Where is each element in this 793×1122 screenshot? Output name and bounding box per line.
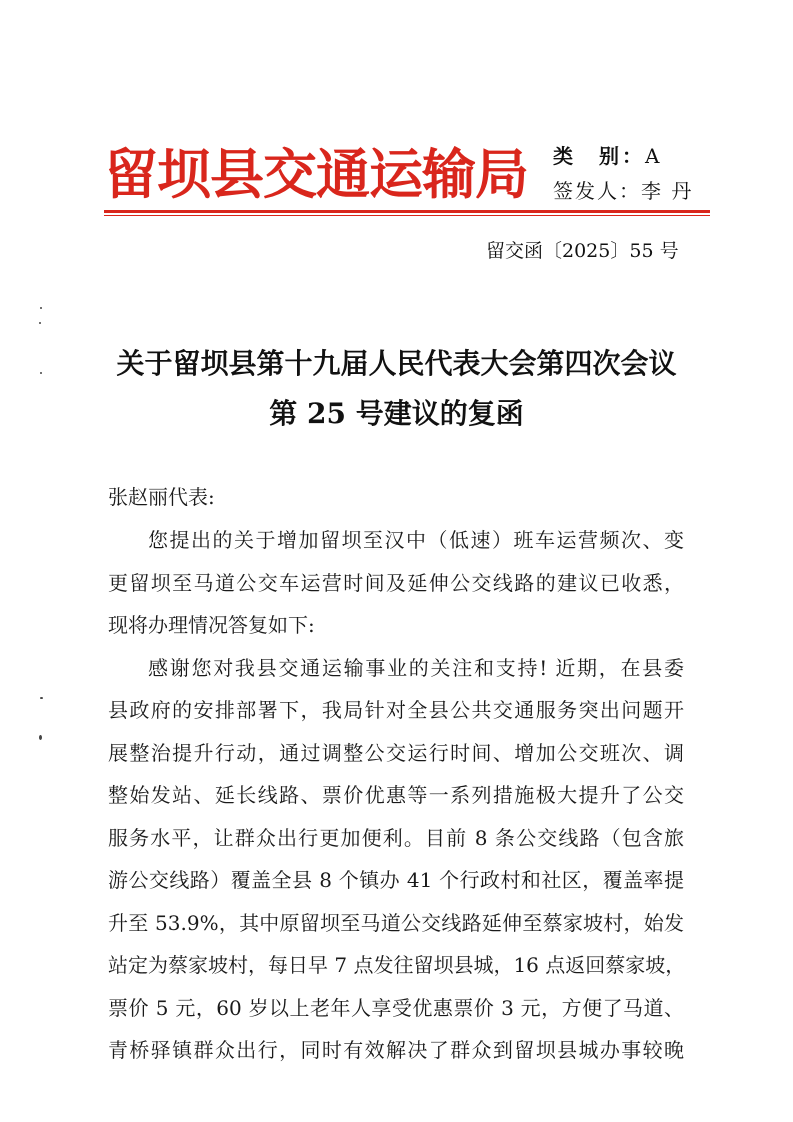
signer-value: 李 丹 [641, 179, 694, 203]
body-line: 展整治提升行动，通过调整公交运行时间、增加公交班次、调 [108, 741, 684, 765]
signer-label: 签发人： [553, 179, 641, 203]
body-line: 站定为蔡家坡村，每日早 7 点发往留坝县城，16 点返回蔡家坡， [108, 953, 686, 977]
body-line: 感谢您对我县交通运输事业的关注和支持! 近期，在县委 [148, 656, 684, 680]
body-line: 票价 5 元，60 岁以上老年人享受优惠票价 3 元，方便了马道、 [108, 996, 684, 1020]
category-label: 类 别： [553, 144, 645, 168]
body-line: 升至 53.9%，其中原留坝至马道公交线路延伸至蔡家坡村，始发 [108, 911, 684, 935]
body-line: 整始发站、延长线路、票价优惠等一系列措施极大提升了公交 [108, 783, 684, 807]
scan-speck [40, 307, 42, 309]
masthead-rule-thick [104, 210, 710, 213]
masthead-org-name: 留坝县交通运输局 [104, 142, 528, 206]
body-line: 现将办理情况答复如下: [108, 613, 315, 637]
scan-speck [39, 735, 42, 740]
body-line: 县政府的安排部署下，我局针对全县公共交通服务突出问题开 [108, 698, 684, 722]
category-value: A [645, 144, 663, 168]
body-line: 游公交线路）覆盖全县 8 个镇办 41 个行政村和社区，覆盖率提 [108, 868, 684, 892]
masthead-rule-thin [104, 215, 710, 216]
body-line: 您提出的关于增加留坝至汉中（低速）班车运营频次、变 [148, 528, 684, 552]
body-line: 青桥驿镇群众出行，同时有效解决了群众到留坝县城办事较晚 [108, 1038, 684, 1062]
category-field [553, 140, 662, 169]
scan-speck [39, 322, 41, 324]
scan-speck [40, 697, 43, 699]
document-number: 留交函〔2025〕55 号 [486, 240, 679, 262]
body-line: 服务水平，让群众出行更加便利。目前 8 条公交线路（包含旅 [108, 826, 684, 850]
signer-field [553, 175, 693, 204]
doc-title-line-1: 关于留坝县第十九届人民代表大会第四次会议 [116, 347, 677, 380]
salutation: 张赵丽代表: [108, 485, 215, 509]
doc-title-line-2: 第 25 号建议的复函 [269, 397, 524, 430]
scan-speck [40, 372, 42, 374]
body-line: 更留坝至马道公交车运营时间及延伸公交线路的建议已收悉， [108, 571, 684, 595]
